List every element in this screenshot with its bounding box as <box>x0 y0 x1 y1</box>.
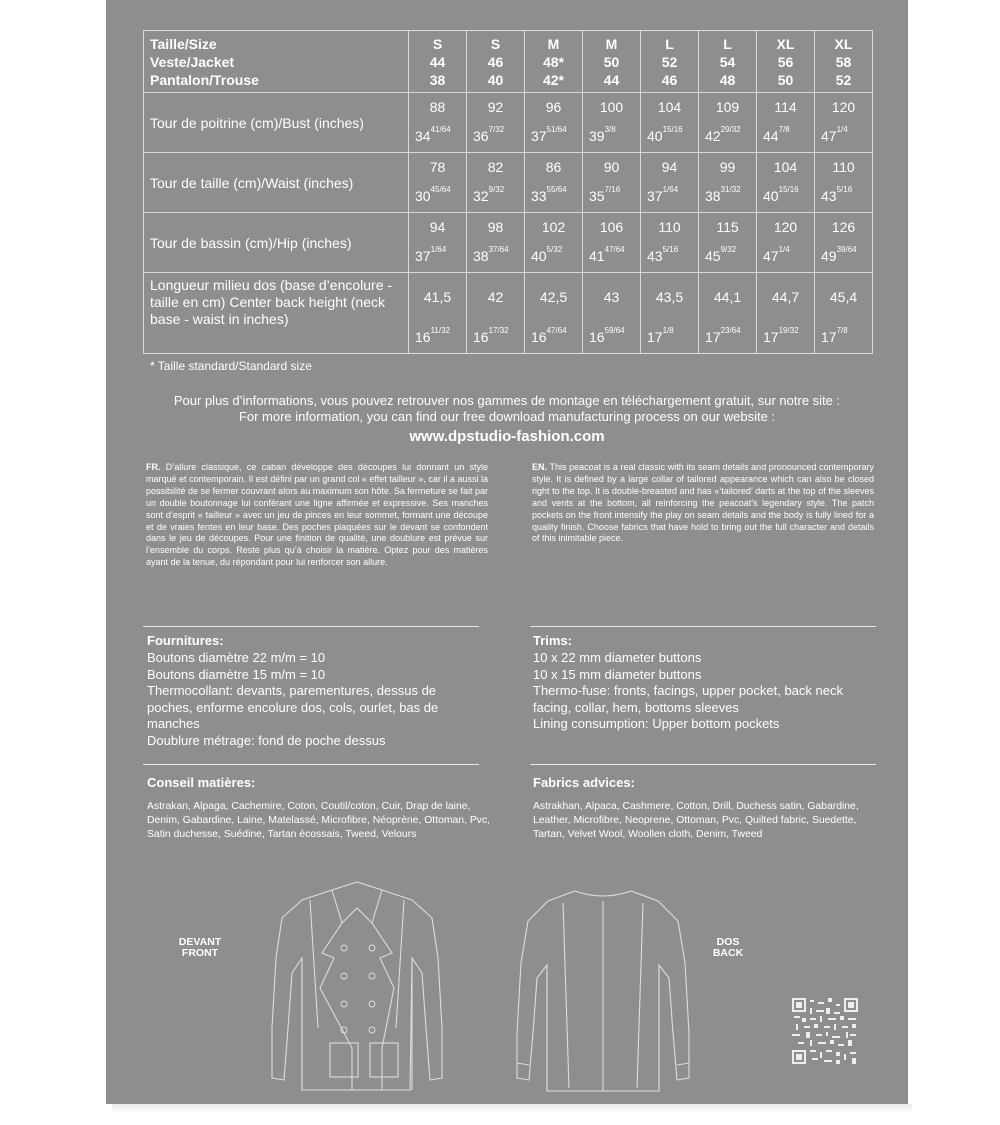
cm-value: 104 <box>773 159 798 175</box>
inch-value: $41^{47/64}$ <box>589 245 625 264</box>
inch-fraction: 19/32 <box>778 326 799 335</box>
inch-value: $40^{15/16}$ <box>763 185 799 204</box>
description-fr <box>146 462 488 569</box>
inch-value: $43^{5/16}$ <box>647 245 679 264</box>
cm-value: 45,4 <box>829 289 858 305</box>
info-line-fr: Pour plus d’informations, vous pouvez retrouver nos gammes de montage en téléchargement gratuit, sur notre site : <box>173 393 841 408</box>
inch-fraction: 15/16 <box>778 185 799 194</box>
hip-row <box>144 213 873 273</box>
list-item: Doublure métrage: fond de poche dessus <box>147 732 386 748</box>
inch-fraction: 17/32 <box>488 326 509 335</box>
back-label <box>698 937 758 959</box>
list-item: Thermocollant: devants, parementures, dessus de <box>147 683 437 698</box>
divider <box>143 626 479 627</box>
en-tag: EN. <box>532 462 548 472</box>
standard-size-note: * Taille standard/Standard size <box>150 359 312 373</box>
cm-value: 120 <box>773 219 798 235</box>
measurement-cell <box>409 213 467 273</box>
size-column-header: XL 56 50 <box>757 31 815 93</box>
cm-value: 44,1 <box>713 289 742 305</box>
info-line-en: For more information, you can find our free download manufacturing process on our website : <box>238 409 776 424</box>
list-item: 10 x 15 mm diameter buttons <box>533 666 702 682</box>
inch-fraction: 47/64 <box>604 245 625 254</box>
jacket-back-illustration <box>513 883 693 1098</box>
cm-value: 110 <box>658 219 681 235</box>
inch-fraction: 41/64 <box>430 125 451 134</box>
waist-row <box>144 153 873 213</box>
supplies-title-fr: Fournitures: <box>147 633 224 648</box>
inch-fraction: 1/8 <box>662 326 674 335</box>
inch-value: $47^{1/4}$ <box>763 245 790 264</box>
fabrics-text-fr: Astrakan, Alpaga, Cachemire, Coton, Coutil/coton, Cuir, Drap de laine, Denim, Gabardine, Laine, Matelassé, Microfibre, Néoprène, Ottoman, Pvc, Satin duchesse, Suédine, Tartan écossais, Tweed, Velours <box>147 801 491 840</box>
measurement-cell <box>757 93 815 153</box>
description-en-text: This peacoat is a real classic with its seam details and pronounced contemporary style. It is defined by a large collar of tailored appearance which can also be closed right to the top. It is double-breasted and has «’tailored’ darts at the top of the sleeves and vents at the bottom, all reinforcing the peacoat’s legendary style. The patch pockets on the front intensify the play on seam details and the body is fully lined for a quality finish. Choose fabrics that have hold to bring out the full character and details of this inimitable piece. <box>532 462 874 544</box>
cm-value: 92 <box>487 99 504 115</box>
measurement-cell <box>699 153 757 213</box>
inch-fraction: 7/32 <box>488 125 505 134</box>
divider <box>530 626 876 627</box>
list-item: Boutons diamètre 22 m/m = 10 <box>147 650 326 665</box>
measurement-label: Tour de bassin (cm)/Hip (inches) <box>144 213 409 273</box>
measurement-cell <box>525 213 583 273</box>
cm-value: 86 <box>545 159 562 175</box>
cm-value: 120 <box>831 99 856 115</box>
inch-fraction: 1/64 <box>430 245 447 254</box>
jacket-label: Veste/Jacket <box>150 53 235 70</box>
measurement-cell <box>583 273 641 354</box>
list-item: Thermo-fuse: fronts, facings, upper pocket, back neck <box>533 683 843 698</box>
cm-value: 98 <box>487 219 504 235</box>
cm-value: 43 <box>603 289 620 305</box>
measurement-cell <box>641 93 699 153</box>
inch-value: $16^{59/64}$ <box>589 326 625 345</box>
cm-value: 102 <box>541 219 566 235</box>
jacket-front-illustration <box>262 878 452 1098</box>
measurement-cell <box>525 153 583 213</box>
inch-value: $47^{1/4}$ <box>821 125 848 144</box>
inch-value: $38^{37/64}$ <box>473 245 509 264</box>
measurement-cell <box>699 273 757 354</box>
inch-fraction: 11/32 <box>430 326 451 335</box>
supplies-title-en: Trims: <box>533 633 573 648</box>
cm-value: 126 <box>831 219 856 235</box>
inch-fraction: 7/8 <box>836 326 848 335</box>
size-column-header: M 50 44 <box>583 31 641 93</box>
supplies-list-en <box>533 650 843 733</box>
fabrics-text-en: Astrakhan, Alpaca, Cashmere, Cotton, Drill, Duchess satin, Gabardine, Leather, Microfibre, Neoprene, Ottoman, Pvc, Quilted fabric, Suedette, Tartan, Velvet Wool, Woollen cloth, Denim, Tweed <box>533 801 859 840</box>
inch-fraction: 1/4 <box>836 125 848 134</box>
inch-fraction: 31/32 <box>720 185 741 194</box>
front-label-en: FRONT <box>181 947 219 959</box>
measurement-cell <box>641 153 699 213</box>
divider <box>530 764 876 765</box>
list-item: 10 x 22 mm diameter buttons <box>533 650 702 665</box>
inch-value: $16^{11/32}$ <box>415 326 451 345</box>
measurement-cell <box>815 213 873 273</box>
measurement-cell <box>525 273 583 354</box>
inch-fraction: 47/64 <box>546 326 567 335</box>
cm-value: 42 <box>487 289 504 305</box>
inch-value: $16^{17/32}$ <box>473 326 509 345</box>
inch-value: $32^{9/32}$ <box>473 185 505 204</box>
list-item: manches <box>147 716 200 731</box>
cm-value: 44,7 <box>771 289 800 305</box>
cm-value: 78 <box>429 159 446 175</box>
divider <box>143 764 479 765</box>
measurement-cell <box>467 213 525 273</box>
size-header-row <box>144 31 873 93</box>
cm-value: 88 <box>429 99 446 115</box>
inch-fraction: 23/64 <box>720 326 741 335</box>
description-en <box>532 462 874 545</box>
supplies-list-fr <box>147 650 438 749</box>
inch-fraction: 1/64 <box>662 185 679 194</box>
inch-value: $35^{7/16}$ <box>589 185 621 204</box>
measurement-cell <box>583 213 641 273</box>
cm-value: 96 <box>545 99 562 115</box>
measurement-cell <box>699 93 757 153</box>
cm-value: 100 <box>599 99 624 115</box>
cm-value: 42,5 <box>539 289 568 305</box>
inch-value: $37^{51/64}$ <box>531 125 567 144</box>
measurement-label: Tour de taille (cm)/Waist (inches) <box>144 153 409 213</box>
inch-value: $33^{55/64}$ <box>531 185 567 204</box>
inch-value: $44^{7/8}$ <box>763 125 790 144</box>
inch-value: $49^{39/64}$ <box>821 245 857 264</box>
list-item: Lining consumption: Upper bottom pockets <box>533 716 780 731</box>
size-column-header: XL 58 52 <box>815 31 873 93</box>
inch-value: $39^{3/8}$ <box>589 125 616 144</box>
cm-value: 94 <box>429 219 446 235</box>
measurement-cell <box>583 93 641 153</box>
back-label-fr: DOS <box>716 936 740 948</box>
front-label <box>168 937 232 959</box>
measurement-cell <box>815 273 873 354</box>
inch-value: $16^{47/64}$ <box>531 326 567 345</box>
inch-fraction: 5/16 <box>836 185 853 194</box>
cm-value: 110 <box>832 159 855 175</box>
inch-fraction: 39/64 <box>836 245 857 254</box>
measurement-cell <box>467 93 525 153</box>
cm-value: 41,5 <box>423 289 452 305</box>
cm-value: 104 <box>657 99 682 115</box>
cm-value: 109 <box>715 99 740 115</box>
size-column-header: L 52 46 <box>641 31 699 93</box>
measurement-label: Tour de poitrine (cm)/Bust (inches) <box>144 93 409 153</box>
list-item: poches, enforme encolure dos, cols, ourlet, bas de <box>147 699 439 715</box>
measurement-cell <box>641 273 699 354</box>
cm-value: 94 <box>661 159 678 175</box>
list-item: facing, collar, hem, bottoms sleeves <box>533 699 739 715</box>
inch-fraction: 7/16 <box>604 185 621 194</box>
measurement-cell <box>757 153 815 213</box>
sheet-shadow <box>112 1104 912 1114</box>
inch-fraction: 9/32 <box>720 245 737 254</box>
qr-code-icon <box>792 998 858 1064</box>
inch-value: $17^{7/8}$ <box>821 326 848 345</box>
cm-value: 82 <box>487 159 504 175</box>
measurement-cell <box>467 153 525 213</box>
inch-fraction: 9/32 <box>488 185 505 194</box>
inch-value: $36^{7/32}$ <box>473 125 505 144</box>
cm-value: 115 <box>716 219 739 235</box>
inch-fraction: 3/8 <box>604 125 616 134</box>
inch-fraction: 5/16 <box>662 245 679 254</box>
inch-value: $38^{31/32}$ <box>705 185 741 204</box>
size-table <box>143 30 873 354</box>
cm-value: 99 <box>719 159 736 175</box>
measurement-cell <box>409 273 467 354</box>
measurement-label: Longueur milieu dos (base d’encolure - taille en cm) Center back height (neck base - waist in inches) <box>144 273 409 354</box>
inch-value: $40^{15/16}$ <box>647 125 683 144</box>
inch-fraction: 55/64 <box>546 185 567 194</box>
inch-value: $34^{41/64}$ <box>415 125 451 144</box>
website-link[interactable]: www.dpstudio-fashion.com <box>409 428 605 445</box>
measurement-cell <box>815 93 873 153</box>
back-label-en: BACK <box>712 947 744 959</box>
inch-value: $37^{1/64}$ <box>415 245 447 264</box>
size-column-header: M 48* 42* <box>525 31 583 93</box>
list-item: Boutons diamètre 15 m/m = 10 <box>147 666 326 682</box>
inch-value: $40^{5/32}$ <box>531 245 563 264</box>
back-length-row <box>144 273 873 354</box>
front-label-fr: DEVANT <box>178 936 222 948</box>
fr-tag: FR. <box>146 462 161 472</box>
measurement-cell <box>409 153 467 213</box>
description-fr-text: D’allure classique, ce caban développe des découpes lui donnant un style marqué et contemporain. Il est défini par un grand col « effet tailleur », car il a aussi la possibilité de se fermer couvrant alors au maximum son hôte. Sa fermeture se fait par un double boutonnage lui conférant une ligne affirmée et expressive. Ses manches sont d’esprit « tailleur » avec un jeu de pinces en leur sommet, formant une découpe et de vraies fentes en leur base. Des poches plaquées sur le devant se confondent dans le jeu de découpes. Pour une finition de qualité, une doublure est prévue sur l’ensemble du corps. Reste plus qu’à choisir la matière. Optez pour des matières ayant de la tenue, du répondant pour lui renforcer son allure. <box>146 462 488 568</box>
measurement-cell <box>699 213 757 273</box>
measurement-cell <box>641 213 699 273</box>
measurement-cell <box>409 93 467 153</box>
measurement-cell <box>583 153 641 213</box>
inch-value: $43^{5/16}$ <box>821 185 853 204</box>
inch-fraction: 45/64 <box>430 185 451 194</box>
measurement-cell <box>467 273 525 354</box>
inch-fraction: 5/32 <box>546 245 563 254</box>
inch-fraction: 1/4 <box>778 245 790 254</box>
inch-value: $45^{9/32}$ <box>705 245 737 264</box>
cm-value: 114 <box>774 99 797 115</box>
size-header-label <box>144 31 409 93</box>
measurement-cell <box>525 93 583 153</box>
bust-row <box>144 93 873 153</box>
cm-value: 106 <box>599 219 624 235</box>
measurement-cell <box>815 153 873 213</box>
size-column-header: L 54 48 <box>699 31 757 93</box>
fabrics-title-en: Fabrics advices: <box>533 775 635 790</box>
inch-fraction: 59/64 <box>604 326 625 335</box>
inch-value: $17^{23/64}$ <box>705 326 741 345</box>
measurement-cell <box>757 273 815 354</box>
size-column-header: S 44 38 <box>409 31 467 93</box>
inch-fraction: 37/64 <box>488 245 509 254</box>
inch-value: $17^{1/8}$ <box>647 326 674 345</box>
size-column-header: S 46 40 <box>467 31 525 93</box>
inch-value: $42^{29/32}$ <box>705 125 741 144</box>
inch-fraction: 51/64 <box>546 125 567 134</box>
inch-fraction: 15/16 <box>662 125 683 134</box>
measurement-cell <box>757 213 815 273</box>
inch-value: $37^{1/64}$ <box>647 185 679 204</box>
trouser-label: Pantalon/Trouse <box>150 71 259 88</box>
cm-value: 43,5 <box>655 289 684 305</box>
inch-fraction: 29/32 <box>720 125 741 134</box>
fabrics-title-fr: Conseil matières: <box>147 775 256 790</box>
size-label: Taille/Size <box>150 35 217 52</box>
inch-value: $17^{19/32}$ <box>763 326 799 345</box>
inch-value: $30^{45/64}$ <box>415 185 451 204</box>
cm-value: 90 <box>603 159 620 175</box>
inch-fraction: 7/8 <box>778 125 790 134</box>
